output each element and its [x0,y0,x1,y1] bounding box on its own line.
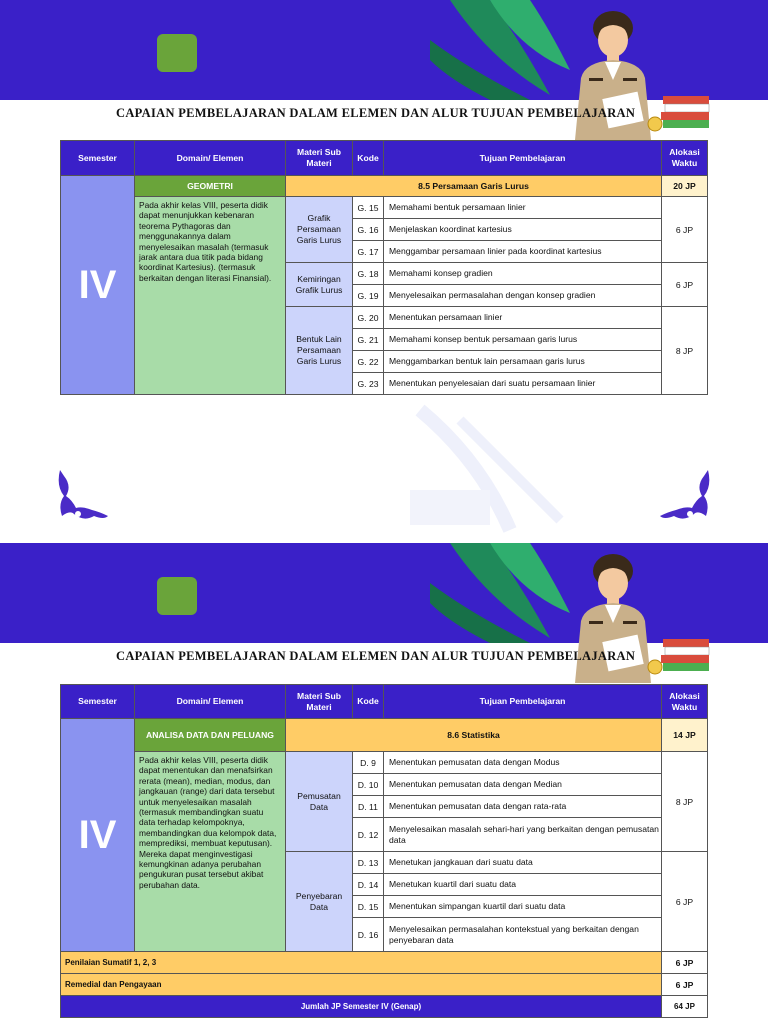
cp-table-statistika [60,684,708,1018]
topic-alloc: 14 JP [662,719,708,752]
tujuan-cell: Memahami konsep bentuk persamaan garis lurus [384,329,662,351]
semester-cell: IV [61,719,135,952]
tujuan-cell: Menentukan pemusatan data dengan Median [384,774,662,796]
kode-cell: D. 11 [353,796,384,818]
kode-cell: G. 17 [353,241,384,263]
kode-cell: D. 12 [353,818,384,852]
summary-alloc: 6 JP [662,952,708,974]
sub-materi: Grafik Persamaan Garis Lurus [286,197,353,263]
alloc-cell: 6 JP [662,852,708,952]
summary-label: Penilaian Sumatif 1, 2, 3 [61,952,662,974]
decorative-square [157,34,197,72]
tujuan-cell: Menetukan kuartil dari suatu data [384,874,662,896]
decorative-square [157,577,197,615]
tujuan-cell: Menentukan penyelesaian dari suatu persamaan linier [384,373,662,395]
topic-title: 8.6 Statistika [286,719,662,752]
header-alokasi: Alokasi Waktu [662,141,708,176]
sub-materi: Kemiringan Grafik Lurus [286,263,353,307]
header-domain: Domain/ Elemen [135,141,286,176]
page-title: CAPAIAN PEMBELAJARAN DALAM ELEMEN DAN ALUR TUJUAN PEMBELAJARAN [116,106,636,120]
corner-ornament-right [658,466,714,522]
summary-alloc: 6 JP [662,974,708,996]
header-tujuan: Tujuan Pembelajaran [384,685,662,719]
alloc-cell: 6 JP [662,197,708,263]
kode-cell: D. 10 [353,774,384,796]
kode-cell: G. 15 [353,197,384,219]
tujuan-cell: Menggambar persamaan linier pada koordinat kartesius [384,241,662,263]
tujuan-cell: Menentukan simpangan kuartil dari suatu data [384,896,662,918]
kode-cell: D. 9 [353,752,384,774]
domain-name: ANALISA DATA DAN PELUANG [135,719,286,752]
sub-materi: Penyebaran Data [286,852,353,952]
header-domain: Domain/ Elemen [135,685,286,719]
kode-cell: D. 13 [353,852,384,874]
header-semester: Semester [61,141,135,176]
kode-cell: G. 22 [353,351,384,373]
header-materi: Materi Sub Materi [286,141,353,176]
domain-description: Pada akhir kelas VIII, peserta didik dapat menunjukkan kebenaran teorema Pythagoras dan menggunakannya dalam menyelesaikan masalah (termasuk jarak antara dua titik pada bidang koordinat Kartesius). (termasuk berkaitan dengan literasi Finansial). [135,197,286,395]
kode-cell: D. 15 [353,896,384,918]
tujuan-cell: Menjelaskan koordinat kartesius [384,219,662,241]
total-alloc: 64 JP [662,996,708,1018]
tujuan-cell: Menyelesaikan masalah sehari-hari yang berkaitan dengan pemusatan data [384,818,662,852]
header-alokasi: Alokasi Waktu [662,685,708,719]
kode-cell: D. 16 [353,918,384,952]
alloc-cell: 8 JP [662,307,708,395]
kode-cell: G. 18 [353,263,384,285]
sub-materi: Bentuk Lain Persamaan Garis Lurus [286,307,353,395]
topic-title: 8.5 Persamaan Garis Lurus [286,176,662,197]
kode-cell: D. 14 [353,874,384,896]
watermark-illustration [360,400,580,540]
header-semester: Semester [61,685,135,719]
kode-cell: G. 21 [353,329,384,351]
tujuan-cell: Menetukan jangkauan dari suatu data [384,852,662,874]
tujuan-cell: Menggambarkan bentuk lain persamaan garis lurus [384,351,662,373]
topic-alloc: 20 JP [662,176,708,197]
domain-name: GEOMETRI [135,176,286,197]
tujuan-cell: Memahami bentuk persamaan linier [384,197,662,219]
tujuan-cell: Menentukan pemusatan data dengan Modus [384,752,662,774]
kode-cell: G. 23 [353,373,384,395]
cp-table-geometri [60,140,708,395]
tujuan-cell: Memahami konsep gradien [384,263,662,285]
header-kode: Kode [353,685,384,719]
header-materi: Materi Sub Materi [286,685,353,719]
alloc-cell: 8 JP [662,752,708,852]
total-label: Jumlah JP Semester IV (Genap) [61,996,662,1018]
alloc-cell: 6 JP [662,263,708,307]
domain-description: Pada akhir kelas VIII, peserta didik dapat menentukan dan menafsirkan rerata (mean), median, modus, dan jangkauan (range) dari data tersebut untuk menyelesaikan masalah (termasuk membandingkan suatu data terhadap kelompoknya, membandingkan dua kelompok data, memprediksi, membuat keputusan). Mereka dapat menginvestigasi kemungkinan adanya perubahan pengukuran pusat tersebut akibat perubahan data. [135,752,286,952]
semester-cell: IV [61,176,135,395]
tujuan-cell: Menentukan pemusatan data dengan rata-rata [384,796,662,818]
summary-label: Remedial dan Pengayaan [61,974,662,996]
tujuan-cell: Menyelesaikan permasalahan kontekstual yang berkaitan dengan penyebaran data [384,918,662,952]
document-page-2 [0,543,768,1024]
corner-ornament-left [54,466,110,522]
header-tujuan: Tujuan Pembelajaran [384,141,662,176]
kode-cell: G. 19 [353,285,384,307]
kode-cell: G. 20 [353,307,384,329]
page-title: CAPAIAN PEMBELAJARAN DALAM ELEMEN DAN ALUR TUJUAN PEMBELAJARAN [116,649,636,663]
kode-cell: G. 16 [353,219,384,241]
tujuan-cell: Menyelesaikan permasalahan dengan konsep gradien [384,285,662,307]
tujuan-cell: Menentukan persamaan linier [384,307,662,329]
header-kode: Kode [353,141,384,176]
sub-materi: Pemusatan Data [286,752,353,852]
